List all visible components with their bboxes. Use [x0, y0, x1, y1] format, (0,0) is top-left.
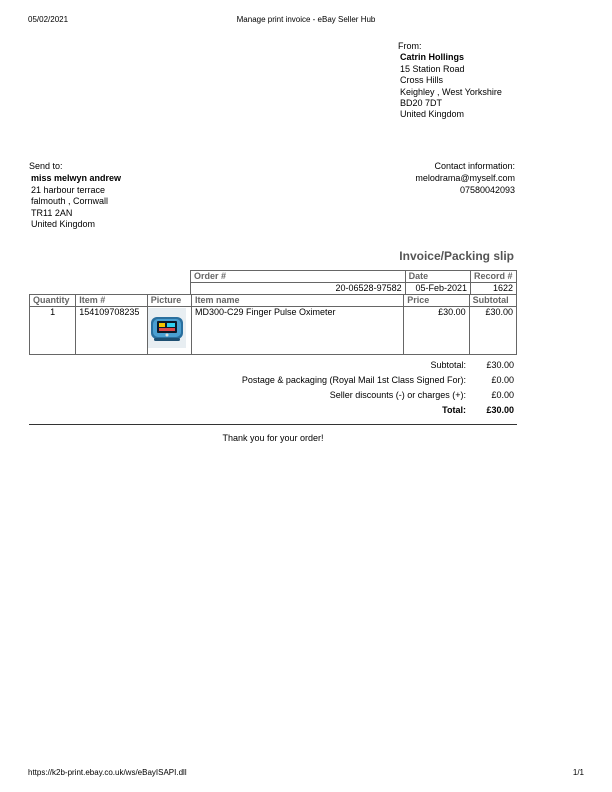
discounts-label: Seller discounts (-) or charges (+): [329, 390, 466, 400]
table-row [30, 307, 517, 355]
items-table [29, 294, 517, 355]
contact-phone: 07580042093 [459, 184, 515, 195]
divider [29, 424, 517, 425]
item-number: 154109708235 [76, 307, 147, 355]
order-number: 20-06528-97582 [191, 283, 406, 295]
date-header: Date [405, 271, 470, 283]
item-name: MD300-C29 Finger Pulse Oximeter [191, 307, 403, 355]
record-header: Record # [470, 271, 516, 283]
from-label: From: [398, 41, 422, 51]
from-line: BD20 7DT [400, 98, 443, 109]
recipient-line: TR11 2AN [31, 207, 73, 218]
picture-header: Picture [147, 295, 191, 307]
footer-url: https://k2b-print.ebay.co.uk/ws/eBayISAPI.dll [28, 768, 187, 777]
quantity-header: Quantity [30, 295, 76, 307]
from-line: 15 Station Road [400, 63, 465, 74]
order-table [190, 270, 517, 295]
recipient-line: 21 harbour terrace [31, 184, 106, 195]
item-number-header: Item # [76, 295, 147, 307]
totals-values [486, 358, 514, 418]
send-to-label: Send to: [29, 161, 63, 171]
recipient-line: United Kingdom [31, 219, 96, 230]
item-picture [147, 307, 191, 355]
invoice-title: Invoice/Packing slip [399, 249, 514, 263]
discounts-value: £0.00 [491, 390, 514, 400]
thank-you-message: Thank you for your order! [222, 433, 324, 443]
print-date: 05/02/2021 [28, 15, 69, 24]
contact-label: Contact information: [434, 161, 515, 171]
total-value: £30.00 [486, 405, 514, 415]
price-header: Price [404, 295, 469, 307]
record-number: 1622 [470, 283, 516, 295]
postage-label: Postage & packaging (Royal Mail 1st Class Signed For): [241, 375, 466, 385]
send-to-block [29, 161, 121, 230]
item-subtotal: £30.00 [469, 307, 516, 355]
postage-value: £0.00 [491, 375, 514, 385]
from-line: United Kingdom [400, 109, 465, 120]
item-price: £30.00 [404, 307, 469, 355]
item-name-header: Item name [191, 295, 403, 307]
subtotal-header: Subtotal [469, 295, 516, 307]
subtotal-label: Subtotal: [430, 360, 466, 370]
from-block [398, 41, 502, 121]
page-number: 1/1 [572, 768, 584, 777]
contact-email: melodrama@myself.com [415, 173, 515, 184]
page-title: Manage print invoice - eBay Seller Hub [236, 15, 376, 24]
order-number-header: Order # [191, 271, 406, 283]
totals-labels [242, 358, 466, 418]
total-label: Total: [442, 405, 466, 415]
from-line: Cross Hills [400, 75, 444, 86]
from-name: Catrin Hollings [400, 52, 465, 63]
order-date: 05-Feb-2021 [405, 283, 470, 295]
item-quantity: 1 [30, 307, 76, 355]
subtotal-value: £30.00 [486, 360, 514, 370]
recipient-line: falmouth , Cornwall [31, 196, 109, 207]
recipient-name: miss melwyn andrew [31, 173, 122, 184]
pulse-oximeter-image [148, 308, 186, 348]
contact-block [415, 161, 515, 196]
from-line: Keighley , West Yorkshire [400, 86, 502, 97]
